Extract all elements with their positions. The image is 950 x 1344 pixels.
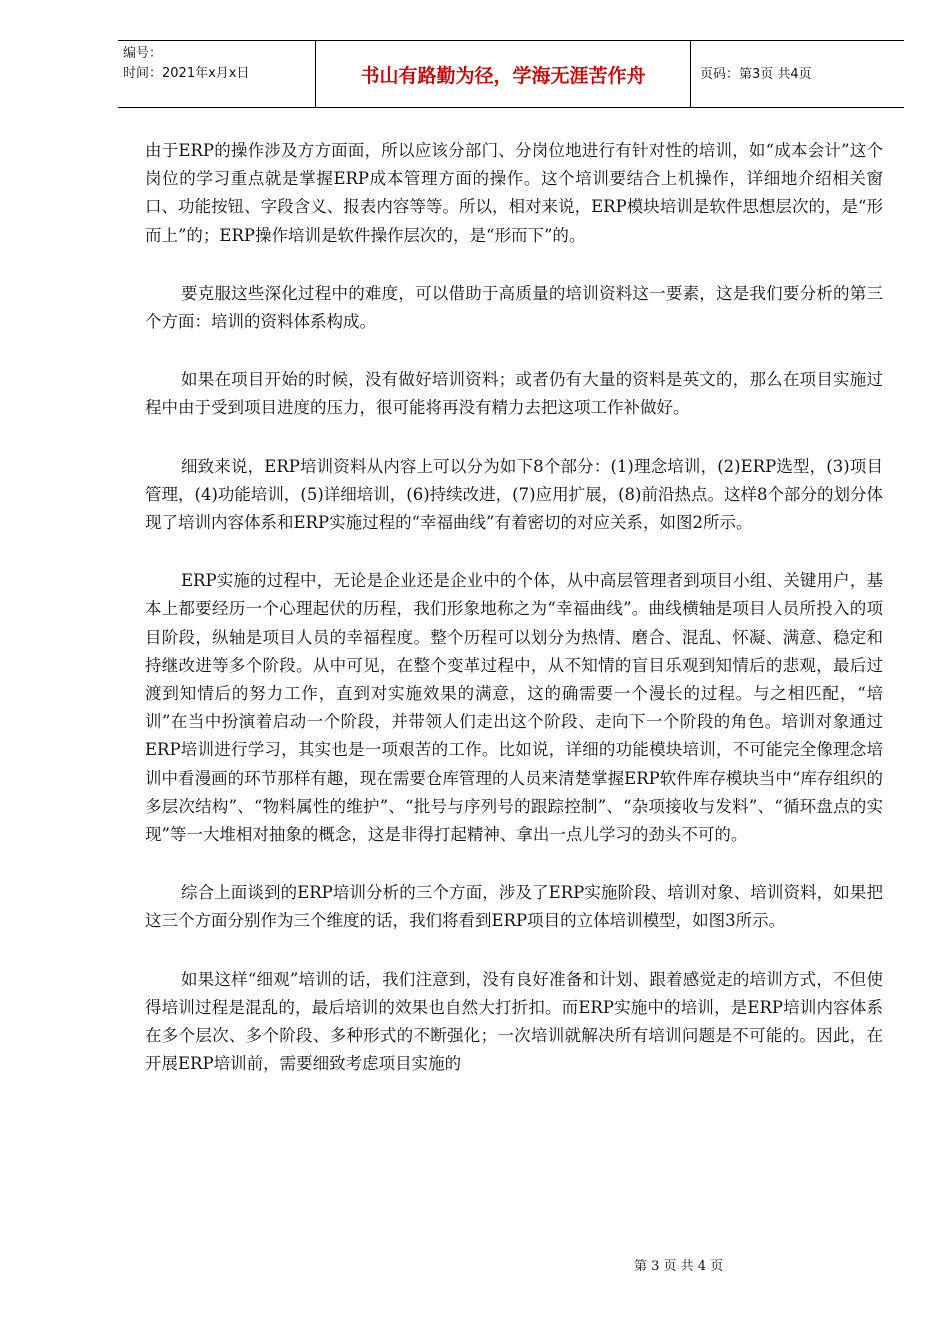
paragraph-5: ERP实施的过程中，无论是企业还是企业中的个体，从中高层管理者到项目小组、关键用户，基本上都要经历一个心理起伏的历程，我们形象地称之为“幸福曲线”。曲线横轴是项目人员所投入的项目阶段，纵轴是项目人员的幸福程度。整个历程可以划分为热情、磨合、混乱、怀凝、满意、稳定和持继改进等多个阶段。从中可见，在整个变革过程中，从不知情的盲目乐观到知情后的悲观，最后过渡到知情后的努力工作，直到对实施效果的满意，这的确需要一个漫长的过程。与之相匹配，“培训”在当中扮演着启动一个阶段，并带领人们走出这个阶段、走向下一个阶段的角色。培训对象通过ERP培训进行学习，其实也是一项艰苦的工作。比如说，详细的功能模块培训，不可能完全像理念培训中看漫画的环节那样有趣，现在需要仓库管理的人员来清楚掌握ERP软件库存模块当中“库存组织的多层次结构”、“物料属性的维护”、“批号与序列号的跟踪控制”、“杂项接收与发料”、“循环盘点的实现”等一大堆相对抽象的概念，这是非得打起精神、拿出一点儿学习的劲头不可的。: [145, 571, 883, 845]
header-meta: [123, 44, 249, 84]
paragraph-2: 要克服这些深化过程中的难度，可以借助于高质量的培训资料这一要素，这是我们要分析的第三个方面：培训的资料体系构成。: [145, 283, 883, 332]
header-page-info: 页码：第3页 共4页: [700, 67, 812, 82]
header-divider-right: [690, 41, 691, 107]
document-body: [145, 137, 883, 1108]
header-motto: 书山有路勤为径，学海无涯苦作舟: [360, 65, 646, 87]
header-time-label: 时间：2021年x月x日: [123, 66, 250, 81]
paragraph-1: 由于ERP的操作涉及方方面面，所以应该分部门、分岗位地进行有针对性的培训，如“成本会计”这个岗位的学习重点就是掌握ERP成本管理方面的操作。这个培训要结合上机操作，详细地介绍相关窗口、功能按钮、字段含义、报表内容等等。所以，相对来说，ERP模块培训是软件思想层次的，是“形而上”的；ERP操作培训是软件操作层次的，是“形而下”的。: [145, 141, 883, 245]
paragraph-3: 如果在项目开始的时候，没有做好培训资料；或者仍有大量的资料是英文的，那么在项目实施过程中由于受到项目进度的压力，很可能将再没有精力去把这项工作补做好。: [145, 370, 883, 418]
paragraph-6: 综合上面谈到的ERP培训分析的三个方面，涉及了ERP实施阶段、培训对象、培训资料，如果把这三个方面分别作为三个维度的话，我们将看到ERP项目的立体培训模型，如图3所示。: [145, 883, 883, 931]
paragraph-4: 细致来说，ERP培训资料从内容上可以分为如下8个部分：(1)理念培训，(2)ERP选型，(3)项目管理，(4)功能培训，(5)详细培训，(6)持续改进，(7)应用扩展，(8)前沿热点。这样8个部分的划分体现了培训内容体系和ERP实施过程的“幸福曲线”有着密切的对应关系，如图2所示。: [145, 456, 883, 533]
page-footer: 第 3 页 共 4 页: [634, 1259, 724, 1274]
header-number-label: 编号：: [123, 46, 163, 61]
paragraph-7: 如果这样“细观”培训的话，我们注意到，没有良好准备和计划、跟着感觉走的培训方式，不但使得培训过程是混乱的，最后培训的效果也自然大打折扣。而ERP实施中的培训，是ERP培训内容体系在多个层次、多个阶段、多种形式的不断强化；一次培训就解决所有培训问题是不可能的。因此，在开展ERP培训前，需要细致考虑项目实施的: [145, 969, 883, 1074]
page-header: [118, 40, 904, 108]
